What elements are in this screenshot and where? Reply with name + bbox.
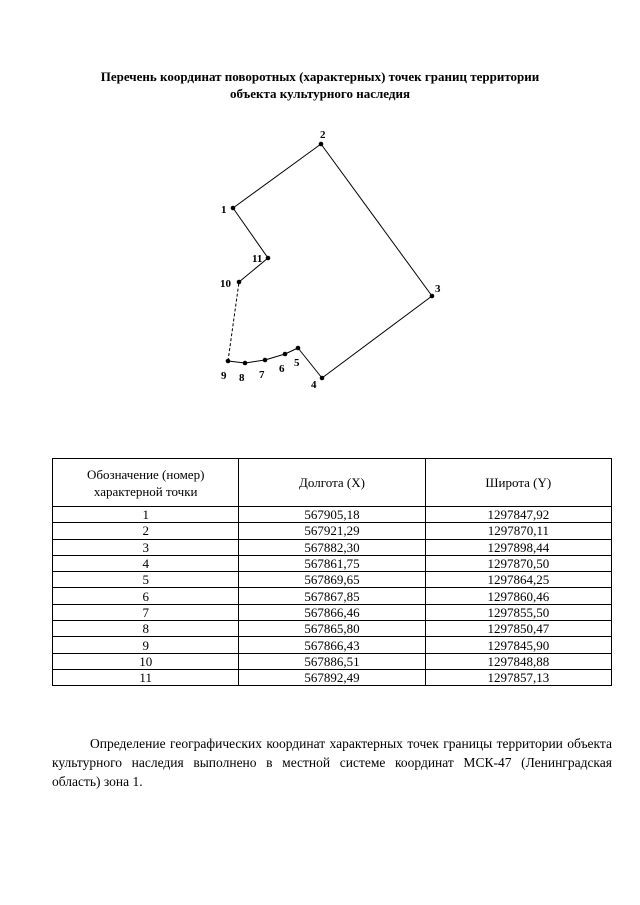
boundary-point-8 [243, 361, 248, 366]
cell-point-number: 11 [53, 669, 239, 685]
cell-longitude: 567882,30 [239, 539, 425, 555]
cell-longitude: 567921,29 [239, 523, 425, 539]
cell-latitude: 1297848,88 [425, 653, 611, 669]
cell-point-number: 5 [53, 572, 239, 588]
cell-point-number: 3 [53, 539, 239, 555]
cell-point-number: 10 [53, 653, 239, 669]
boundary-segment [245, 360, 265, 363]
cell-latitude: 1297864,25 [425, 572, 611, 588]
boundary-point-4 [320, 376, 325, 381]
boundary-point-11 [266, 256, 271, 261]
cell-longitude: 567905,18 [239, 507, 425, 523]
table-row [53, 637, 612, 653]
cell-latitude: 1297845,90 [425, 637, 611, 653]
cell-latitude: 1297870,11 [425, 523, 611, 539]
cell-latitude: 1297850,47 [425, 621, 611, 637]
cell-longitude: 567865,80 [239, 621, 425, 637]
cell-longitude: 567869,65 [239, 572, 425, 588]
point-label-1: 1 [221, 204, 227, 216]
point-label-3: 3 [435, 283, 441, 295]
cell-latitude: 1297857,13 [425, 669, 611, 685]
title-line-1: Перечень координат поворотных (характерных) точек границ территории [100, 69, 540, 84]
boundary-segment [233, 208, 268, 258]
table-row [53, 588, 612, 604]
table-row [53, 539, 612, 555]
cell-point-number: 6 [53, 588, 239, 604]
cell-longitude: 567886,51 [239, 653, 425, 669]
title-line-2: объекта культурного наследия [230, 86, 410, 101]
point-label-4: 4 [311, 379, 317, 391]
cell-latitude: 1297855,50 [425, 604, 611, 620]
cell-latitude: 1297898,44 [425, 539, 611, 555]
boundary-segment [265, 354, 285, 360]
point-label-11: 11 [252, 253, 263, 265]
boundary-point-1 [231, 206, 236, 211]
cell-point-number: 4 [53, 555, 239, 571]
boundary-point-7 [263, 358, 268, 363]
boundary-segment [298, 348, 322, 378]
table-row [53, 507, 612, 523]
coordinate-system-note: Определение географических координат характерных точек границы территории объекта культурного наследия выполнено в местной системе координат МСК-47 (Ленинградская область) зона 1. [52, 735, 612, 789]
boundary-segment [228, 282, 239, 361]
boundary-plan [0, 0, 640, 420]
table-row [53, 669, 612, 685]
table-row [53, 555, 612, 571]
cell-point-number: 7 [53, 604, 239, 620]
point-label-10: 10 [220, 278, 231, 290]
table-row [53, 572, 612, 588]
cell-point-number: 8 [53, 621, 239, 637]
cell-point-number: 2 [53, 523, 239, 539]
table-row [53, 653, 612, 669]
cell-latitude: 1297860,46 [425, 588, 611, 604]
header-latitude: Широта (Y) [425, 459, 611, 507]
table-row [53, 604, 612, 620]
boundary-point-3 [430, 294, 435, 299]
point-label-5: 5 [294, 357, 300, 369]
cell-longitude: 567861,75 [239, 555, 425, 571]
boundary-segment [322, 296, 432, 378]
table-row [53, 523, 612, 539]
cell-point-number: 1 [53, 507, 239, 523]
boundary-point-10 [237, 280, 242, 285]
cell-longitude: 567866,43 [239, 637, 425, 653]
cell-latitude: 1297847,92 [425, 507, 611, 523]
point-label-2: 2 [320, 129, 326, 141]
cell-point-number: 9 [53, 637, 239, 653]
cell-longitude: 567867,85 [239, 588, 425, 604]
header-longitude: Долгота (X) [239, 459, 425, 507]
boundary-segment [321, 144, 432, 296]
cell-longitude: 567866,46 [239, 604, 425, 620]
table-header-row [53, 459, 612, 507]
boundary-point-5 [296, 346, 301, 351]
boundary-point-2 [319, 142, 324, 147]
cell-latitude: 1297870,50 [425, 555, 611, 571]
boundary-segment [233, 144, 321, 208]
cell-longitude: 567892,49 [239, 669, 425, 685]
boundary-point-6 [283, 352, 288, 357]
coordinates-table [52, 458, 612, 686]
boundary-segment [228, 361, 245, 363]
point-label-6: 6 [279, 363, 285, 375]
point-label-9: 9 [221, 370, 227, 382]
table-row [53, 621, 612, 637]
boundary-point-9 [226, 359, 231, 364]
point-label-8: 8 [239, 372, 245, 384]
point-label-7: 7 [259, 369, 265, 381]
header-point-number: Обозначение (номер) характерной точки [53, 459, 239, 507]
